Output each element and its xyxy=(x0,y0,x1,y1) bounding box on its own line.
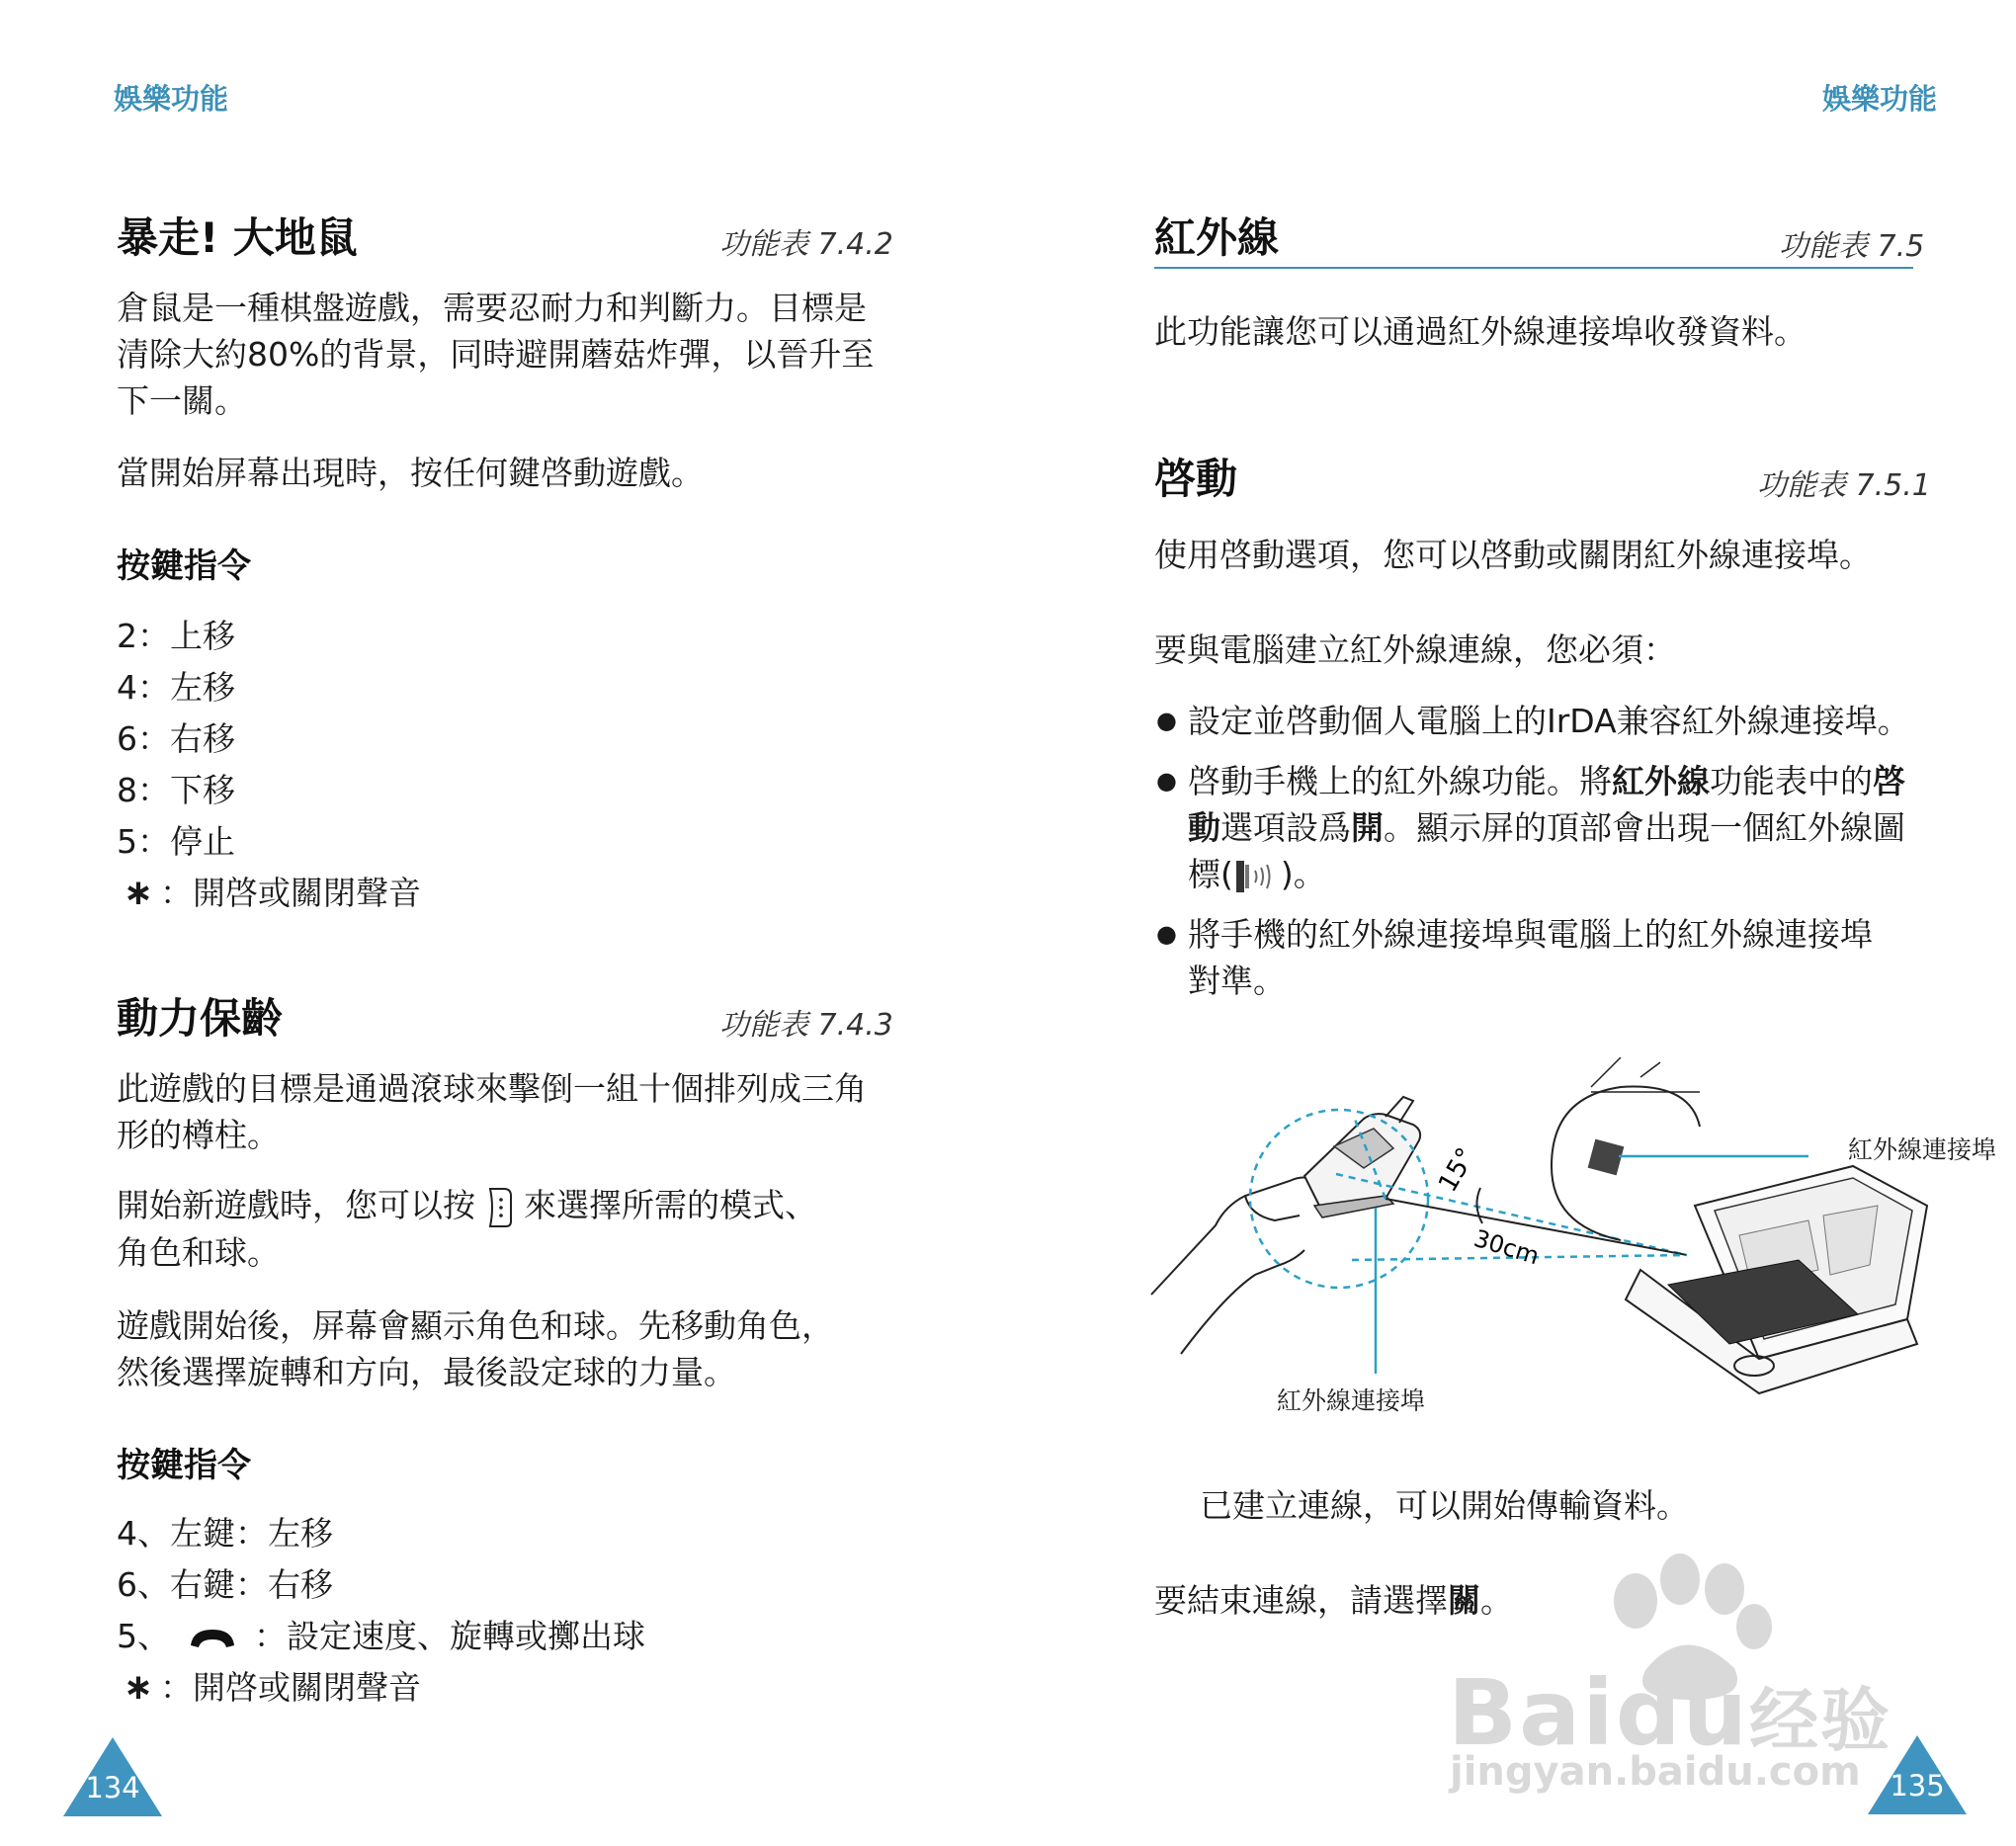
command-item xyxy=(117,1611,645,1662)
star-key-icon: ∗ xyxy=(123,873,154,913)
page-number-right: 135 xyxy=(1890,1769,1945,1803)
activate-description: 使用啓動選項，您可以啓動或關閉紅外線連接埠。 xyxy=(1154,536,1872,574)
baidu-watermark xyxy=(1438,1542,1912,1795)
command-item xyxy=(117,868,421,919)
text-line: 下一關。 xyxy=(117,381,247,420)
hand-outline xyxy=(1151,1178,1314,1296)
text-segment: 將手機的紅外線連接埠與電腦上的紅外線連接埠 xyxy=(1188,915,1873,954)
angle-arc xyxy=(1476,1188,1482,1223)
phone-port-label: 紅外線連接埠 xyxy=(1277,1386,1426,1415)
command-item xyxy=(117,1662,645,1714)
menu-ref-743: 功能表 7.4.3 xyxy=(719,1008,893,1043)
section-title-infrared: 紅外線 xyxy=(1154,213,1280,262)
infrared-alignment-illustration xyxy=(1127,1057,2016,1433)
text-segment: 標( xyxy=(1188,855,1233,893)
menu-ref-75: 功能表 7.5 xyxy=(1779,229,1925,264)
section-title-bowling: 動力保齡 xyxy=(117,994,284,1043)
text-segment: 來選擇所需的模式、 xyxy=(524,1186,817,1224)
section-title-gopher: 暴走! 大地鼠 xyxy=(117,213,358,262)
infrared-description: 此功能讓您可以通過紅外線連接埠收發資料。 xyxy=(1154,312,1806,351)
text-bold: 紅外線 xyxy=(1612,762,1710,800)
gopher-start-instruction: 當開始屏幕出現時，按任何鍵啓動遊戲。 xyxy=(117,454,704,492)
command-item: 6、右鍵：右移 xyxy=(117,1565,333,1604)
command-item: 4、左鍵：左移 xyxy=(117,1514,333,1552)
text-segment: 要結束連線，請選擇 xyxy=(1154,1581,1448,1620)
key-commands-title-1: 按鍵指令 xyxy=(117,546,251,586)
command-item: 6：右移 xyxy=(117,719,235,758)
requirements-list xyxy=(1154,698,1925,1018)
text-segment: 對準。 xyxy=(1188,962,1286,1000)
command-item: 4：左移 xyxy=(117,668,235,707)
text-segment: 功能表中的 xyxy=(1710,762,1873,800)
running-head-left: 娛樂功能 xyxy=(114,82,229,116)
watermark-suffix: 经验 xyxy=(1749,1680,1892,1761)
laptop-drawing xyxy=(1626,1166,1927,1393)
connection-requirements-intro: 要與電腦建立紅外線連線，您必須： xyxy=(1154,630,1676,669)
text-bold: 關 xyxy=(1448,1581,1480,1620)
text-line: 形的樽柱。 xyxy=(117,1116,280,1154)
command-text: ：開啓或關閉聲音 xyxy=(160,1668,421,1707)
thumb-outline xyxy=(1245,1196,1300,1220)
star-key-icon: ∗ xyxy=(123,1667,154,1708)
text-bold: 動 xyxy=(1188,808,1220,847)
text-line: 然後選擇旋轉和方向，最後設定球的力量。 xyxy=(117,1353,736,1391)
text-segment: 。 xyxy=(1480,1581,1513,1620)
text-segment: )。 xyxy=(1280,855,1326,893)
mobile-phone-drawing xyxy=(1304,1097,1420,1217)
title-underline xyxy=(1154,267,1913,269)
pc-ir-port xyxy=(1588,1139,1625,1176)
gopher-description xyxy=(117,285,874,424)
bowling-mode-instruction xyxy=(117,1182,817,1276)
send-call-key-icon xyxy=(187,1624,238,1653)
text-line: 此遊戲的目標是通過滾球來擊倒一組十個排列成三角 xyxy=(117,1069,867,1108)
text-segment: 開始新遊戲時，您可以按 xyxy=(117,1186,475,1224)
page-number-left: 134 xyxy=(85,1771,140,1804)
watermark-brand-part: du xyxy=(1615,1660,1750,1766)
text-segment: 啓動手機上的紅外線功能。將 xyxy=(1188,762,1612,800)
command-item: 5：停止 xyxy=(117,822,235,861)
requirement-item xyxy=(1154,758,1925,897)
pc-port-label: 紅外線連接埠 xyxy=(1848,1135,1997,1164)
running-head-right: 娛樂功能 xyxy=(1821,82,1937,116)
watermark-url: jingyan.baidu.com xyxy=(1450,1749,1861,1795)
requirement-item xyxy=(1154,911,1925,1004)
text-line: 清除大約80%的背景，同時避開蘑菇炸彈，以晉升至 xyxy=(117,335,875,374)
text-segment: 。顯示屏的頂部會出現一個紅外線圖 xyxy=(1384,808,1905,847)
key-commands-title-2: 按鍵指令 xyxy=(117,1446,251,1485)
key-command-list-2 xyxy=(117,1508,645,1714)
text-bold: 啓 xyxy=(1873,762,1905,800)
menu-ref-742: 功能表 7.4.2 xyxy=(719,227,893,262)
command-item: 2：上移 xyxy=(117,617,235,655)
text-line: 遊戲開始後，屏幕會顯示角色和球。先移動角色， xyxy=(117,1306,834,1345)
command-text: ：設定速度、旋轉或擲出球 xyxy=(254,1617,645,1655)
pc-port-magnifier xyxy=(1552,1087,1700,1241)
requirement-item: ● 設定並啓動個人電腦上的IrDA兼容紅外線連接埠。 xyxy=(1154,698,1925,744)
command-text: 5、 xyxy=(117,1617,170,1655)
text-line: 角色和球。 xyxy=(117,1232,280,1272)
key-command-list-1 xyxy=(117,611,421,919)
menu-ref-751: 功能表 7.5.1 xyxy=(1757,468,1931,503)
text-bold: 開 xyxy=(1351,808,1384,847)
menu-soft-key-icon xyxy=(486,1186,514,1229)
connection-established-text: 已建立連線，可以開始傳輸資料。 xyxy=(1200,1486,1689,1525)
hand-outline-lower xyxy=(1181,1250,1304,1354)
section-title-activate: 啓動 xyxy=(1154,455,1238,503)
command-text: ：開啓或關閉聲音 xyxy=(160,874,421,912)
bowling-play-instruction xyxy=(117,1302,834,1395)
distance-label: 30cm xyxy=(1470,1223,1543,1271)
infrared-status-icon xyxy=(1233,859,1281,894)
angle-label: 15° xyxy=(1433,1142,1482,1198)
text-line: 倉鼠是一種棋盤遊戲，需要忍耐力和判斷力。目標是 xyxy=(117,289,867,327)
bowling-description xyxy=(117,1065,867,1158)
text-segment: 選項設爲 xyxy=(1220,808,1351,847)
command-item: 8：下移 xyxy=(117,771,235,809)
text-line xyxy=(117,1182,817,1229)
watermark-brand-part: Bai xyxy=(1448,1660,1616,1766)
